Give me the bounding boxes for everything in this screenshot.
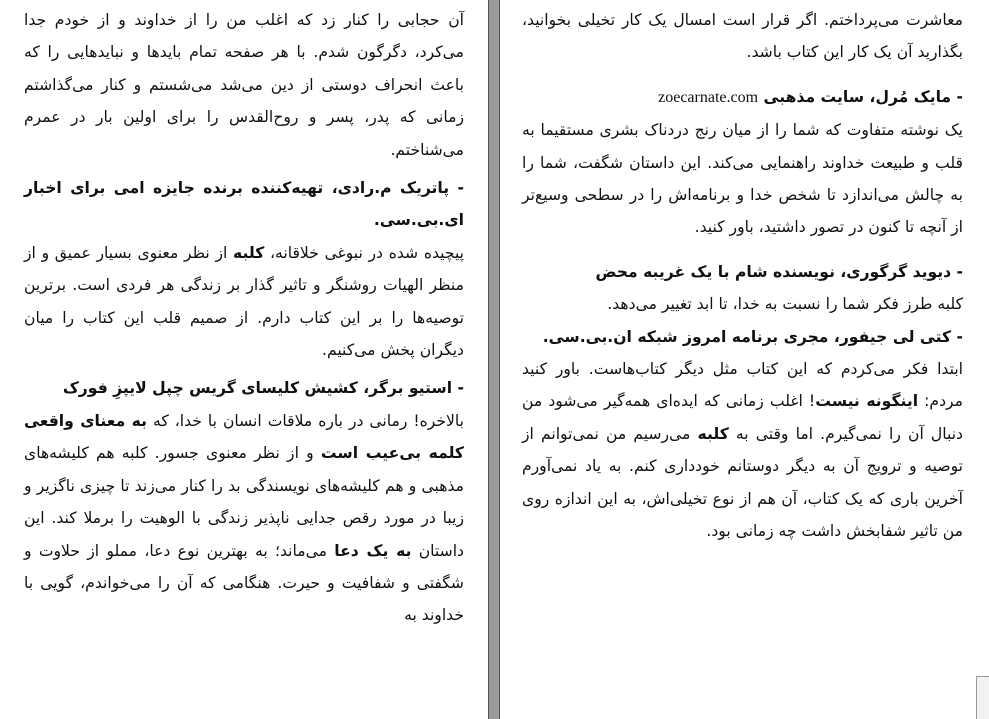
paragraph: پیچیده شده در نبوغی خلاقانه، کلبه از نظر معنوی بسیار عمیق و از منظر الهیات روشنگر و تاثیر گذار بر زندگی هر فردی است. برترین توصیه‌ها را بر این کتاب دارم. از صمیم قلب این کتاب را میان دیگران پخش می‌کنیم. xyxy=(24,243,464,360)
page-gutter xyxy=(489,0,499,719)
right-text-column xyxy=(522,4,963,719)
attribution: - دیوید گرگوری، نویسنده شام با یک غریبه محض xyxy=(595,262,963,281)
paragraph: یک نوشته متفاوت که شما را از میان رنج دردناک بشری مستقیما به قلب و طبیعت خداوند راهنمایی می‌کند. این داستان شگفت، شما را به چالش می‌اندازد تا شخص خدا و برنامه‌اش را در سطحی وسیع‌تر از آنچه تا کنون در تصور داشتید، باور کنید. xyxy=(522,121,963,237)
right-page xyxy=(499,0,989,719)
paragraph: آن حجابی را کنار زد که اغلب من را از خداوند و از خودم جدا می‌کرد، دگرگون شدم. با هر صفحه تمام بایدها و نبایدهایی را که باعث انحراف دوستی از دین می‌شد می‌شستم و کنار می‌گذاشتم زمانی که پدر، پسر و روح‌القدس را برای اولین بار در عمرم می‌شناختم. xyxy=(24,11,464,159)
paragraph: معاشرت می‌پرداختم. اگر قرار است امسال یک کار تخیلی بخوانید، بگذارید آن یک کار این کتاب باشد. xyxy=(522,11,963,62)
paragraph: بالاخره! رمانی در باره ملاقات انسان با خدا، که به معنای واقعی کلمه بی‌عیب است و از نظر معنوی جسور. کلبه هم کلیشه‌های مذهبی و هم کلیشه‌های نویسندگی بد را کنار می‌زند تا چیزی ناگزیر و زیبا در مورد رقص جدایی ناپذیر زندگی با الوهیت را برملا کند. این داستان به یک دعا می‌ماند؛ به بهترین نوع دعا، مملو از حلاوت و شگفتی و شفافیت و حیرت. هنگامی که آن را می‌خواندم، گویی با خداوند به xyxy=(24,411,464,625)
attribution: - استیو برگر، کشیش کلیسای گریس چپل لایپزِ فورک xyxy=(62,379,464,398)
attribution: - مایک مُرل، سایت مذهبی zoecarnate.com xyxy=(658,87,963,106)
paragraph: ابتدا فکر می‌کردم که این کتاب مثل دیگر کتاب‌هاست. باور کنید مردم: اینگونه نیست! اغلب زمانی که ایده‌ای همه‌گیر می‌شود من دنبال آن را نمی‌گیرم. اما وقتی به کلبه می‌رسیم من نمی‌توانم از توصیه و ترویج آن به دیگر دوستانم خودداری کنم. به یاد نمی‌آورم آخرین باری که یک کتاب، آن هم از نوع تخیلی‌اش، به این اندازه روی من تاثیر شفابخش داشت چه زمانی بود. xyxy=(522,360,964,541)
page-corner-widget xyxy=(976,676,989,719)
attribution: - کتی لی جیفور، مجری برنامه امروز شبکه ان.بی.سی. xyxy=(542,327,963,346)
paragraph: کلبه طرز فکر شما را نسبت به خدا، تا ابد تغییر می‌دهد. xyxy=(607,295,963,314)
left-text-column xyxy=(24,4,464,719)
left-page xyxy=(0,0,489,719)
attribution: - پاتریک م.رادی، تهیه‌کننده برنده جایزه امی برای اخبار ای.بی.سی. xyxy=(24,179,464,230)
